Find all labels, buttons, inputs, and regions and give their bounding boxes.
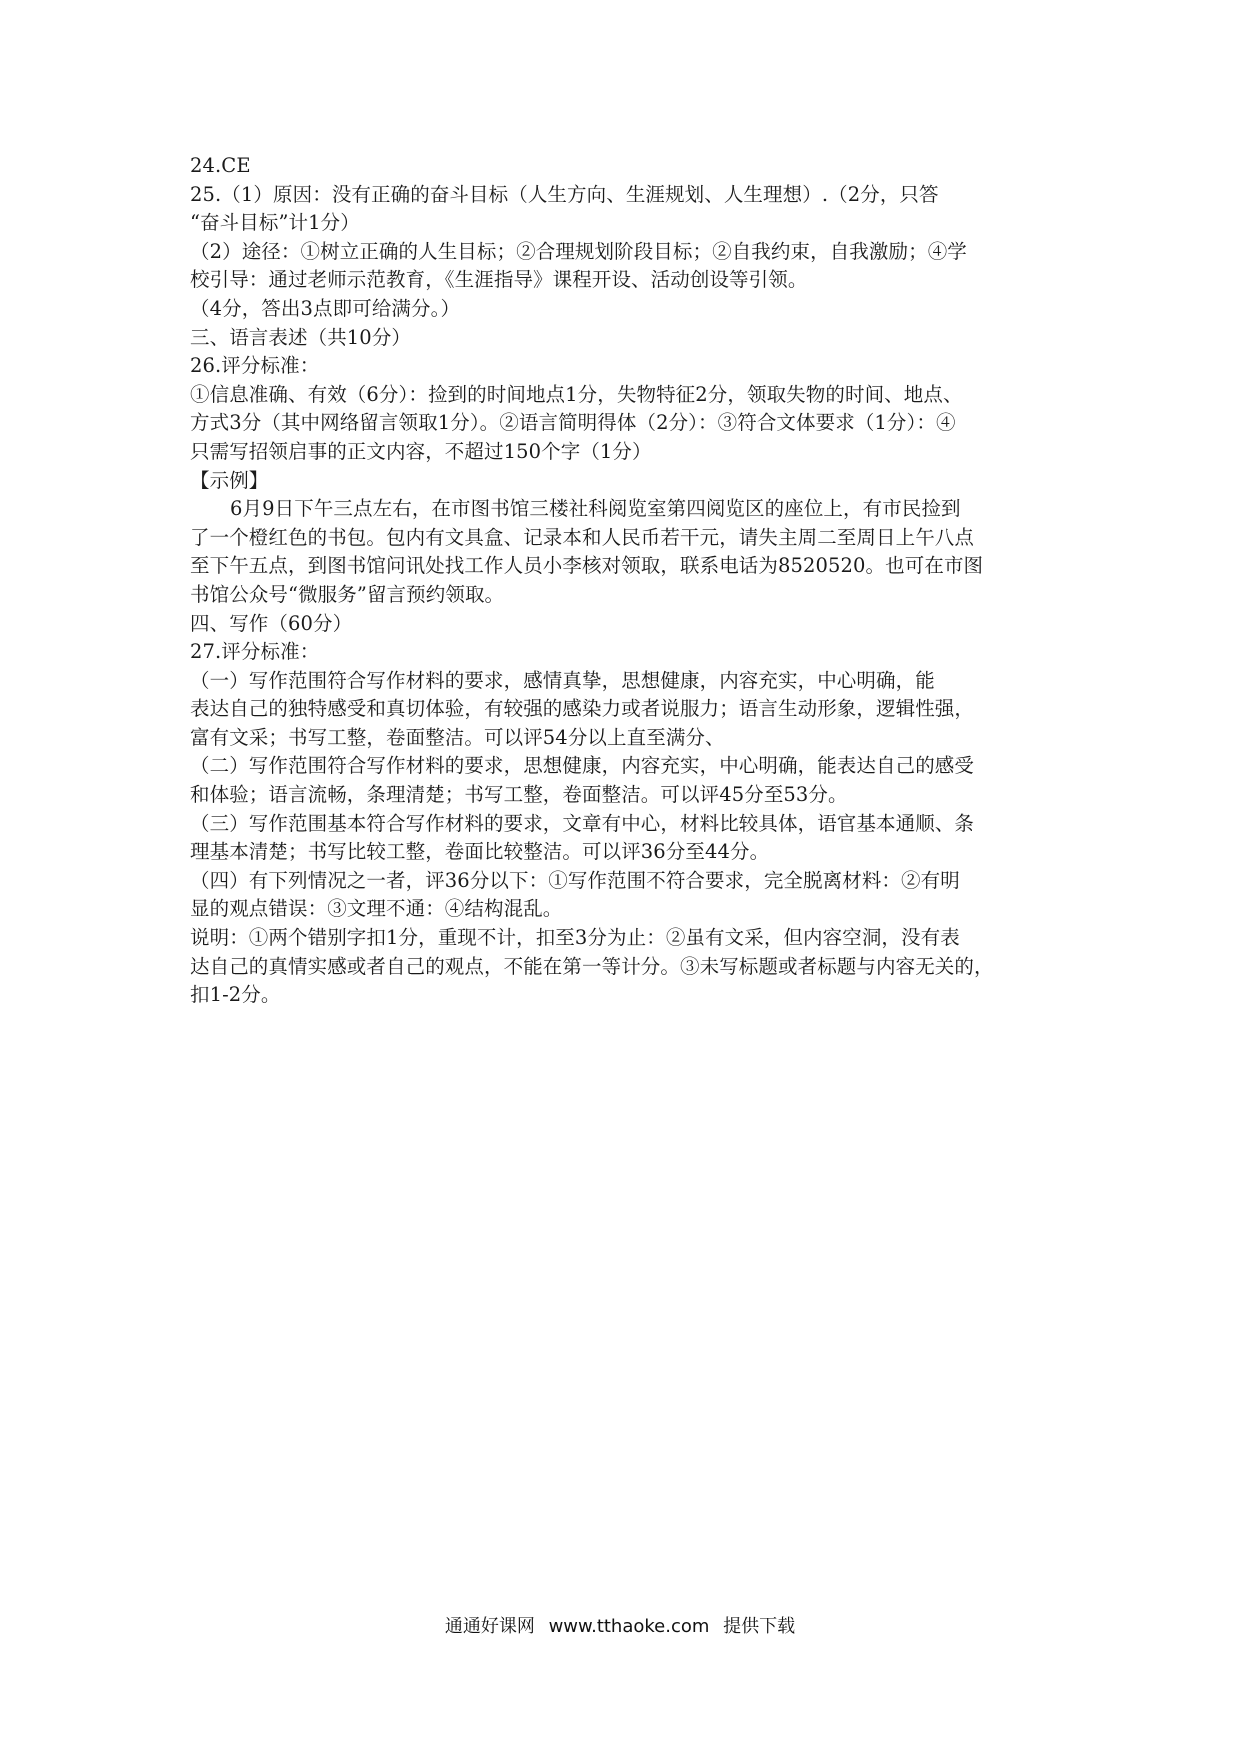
example-line1: 6月9日下午三点左右，在市图书馆三楼社科阅览室第四阅览区的座位上，有市民捡到 xyxy=(230,497,961,521)
example-line2: 了一个橙红色的书包。包内有文具盒、记录本和人民币若干元，请失主周二至周日上午八点 xyxy=(190,525,975,549)
section-4-heading: 四、写作（60分） xyxy=(190,611,353,635)
grade-2-line2: 和体验；语言流畅，条理清楚；书写工整，卷面整洁。可以评45分至53分。 xyxy=(190,783,848,807)
answer-25-part1-line2: “奋斗目标”计1分） xyxy=(190,211,360,235)
page-footer xyxy=(0,1612,1240,1638)
grade-1-line1: （一）写作范围符合写作材料的要求，感情真挚，思想健康，内容充实，中心明确，能 xyxy=(190,668,935,692)
answer-24: 24.CE xyxy=(190,154,251,177)
answer-26-criteria-line3: 只需写招领启事的正文内容，不超过150个字（1分） xyxy=(190,439,652,463)
answer-27-heading: 27.评分标准： xyxy=(190,640,320,664)
notes-line1: 说明：①两个错别字扣1分，重现不计，扣至3分为止：②虽有文采，但内容空洞，没有表 xyxy=(190,926,960,950)
grade-2-line1: （二）写作范围符合写作材料的要求，思想健康，内容充实，中心明确，能表达自己的感受 xyxy=(190,754,975,778)
grade-1-line2: 表达自己的独特感受和真切体验，有较强的感染力或者说服力；语言生动形象，逻辑性强， xyxy=(190,697,975,721)
answer-26-heading: 26.评分标准： xyxy=(190,354,320,378)
footer-site-name: 通通好课网 xyxy=(444,1616,535,1637)
footer-url: www.tthaoke.com xyxy=(548,1616,710,1637)
grade-1-line3: 富有文采；书写工整，卷面整洁。可以评54分以上直至满分、 xyxy=(190,725,725,749)
notes-line3: 扣1-2分。 xyxy=(190,983,281,1007)
grade-3-line2: 理基本清楚；书写比较工整，卷面比较整洁。可以评36分至44分。 xyxy=(190,840,770,864)
grade-4-line1: （四）有下列情况之一者，评36分以下：①写作范围不符合要求，完全脱离材料：②有明 xyxy=(190,868,960,892)
answer-26-criteria-line2: 方式3分（其中网络留言领取1分）。②语言简明得体（2分）：③符合文体要求（1分）：④ xyxy=(190,411,956,435)
grade-4-line2: 显的观点错误：③文理不通：④结构混乱。 xyxy=(190,897,563,921)
document-body xyxy=(190,152,1080,1010)
answer-25-part1-line1: 25.（1）原因：没有正确的奋斗目标（人生方向、生涯规划、人生理想）.（2分，只答 xyxy=(190,182,939,206)
answer-25-part2-line2: 校引导：通过老师示范教育，《生涯指导》课程开设、活动创设等引领。 xyxy=(190,268,808,292)
answer-25-scoring-note: （4分，答出3点即可给满分。） xyxy=(190,296,461,320)
answer-26-criteria-line1: ①信息准确、有效（6分）：捡到的时间地点1分，失物特征2分，领取失物的时间、地点、 xyxy=(190,382,963,406)
example-line4: 书馆公众号“微服务”留言预约领取。 xyxy=(190,582,505,606)
section-3-heading: 三、语言表述（共10分） xyxy=(190,325,412,349)
notes-line2: 达自己的真情实感或者自己的观点，不能在第一等计分。③未写标题或者标题与内容无关的， xyxy=(190,954,994,978)
footer-note: 提供下载 xyxy=(723,1616,796,1637)
example-heading: 【示例】 xyxy=(190,468,269,492)
grade-3-line1: （三）写作范围基本符合写作材料的要求，文章有中心，材料比较具体，语官基本通顺、条 xyxy=(190,811,975,835)
example-line3: 至下午五点，到图书馆问讯处找工作人员小李核对领取，联系电话为8520520。也可在市图 xyxy=(190,554,984,578)
answer-25-part2-line1: （2）途径：①树立正确的人生目标；②合理规划阶段目标；②自我约束，自我激励；④学 xyxy=(190,239,967,263)
